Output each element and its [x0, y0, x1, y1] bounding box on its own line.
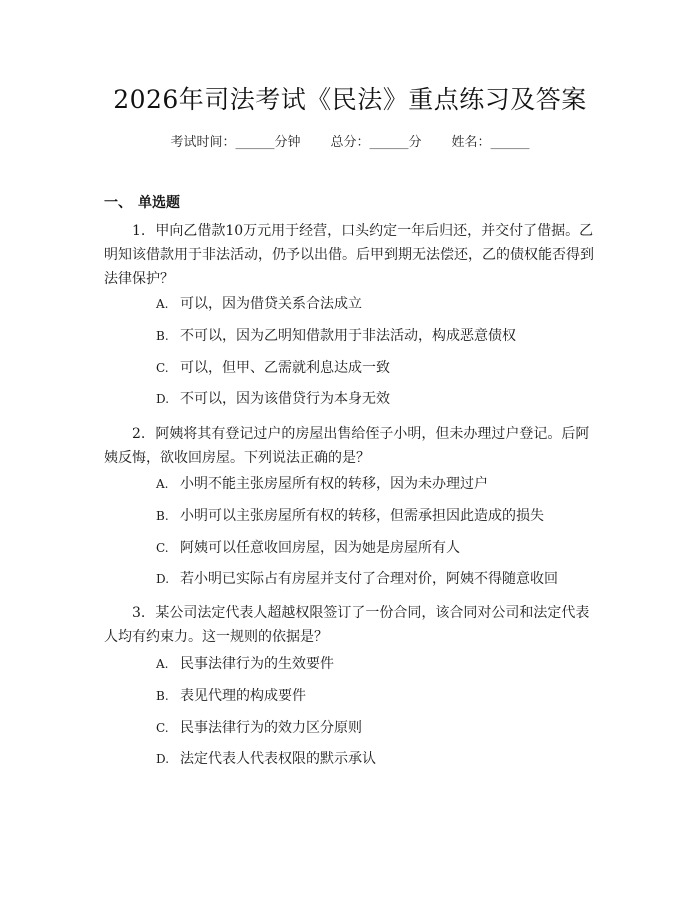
question-text: 阿姨将其有登记过户的房屋出售给侄子小明，但未办理过户登记。后阿姨反悔，欲收回房屋。下列说法正确的是？: [104, 426, 590, 466]
option-text: 民事法律行为的生效要件: [180, 656, 334, 672]
section-heading: [104, 192, 180, 212]
question-2-option-d: [156, 569, 558, 589]
question-text: 某公司法定代表人超越权限签订了一份合同，该合同对公司和法定代表人均有约束力。这一规则的依据是？: [104, 605, 590, 645]
question-2: [104, 422, 600, 470]
option-text: 法定代表人代表权限的默示承认: [180, 751, 376, 767]
option-text: 表见代理的构成要件: [180, 688, 306, 704]
question-3-option-d: [156, 749, 376, 769]
option-letter: D.: [156, 392, 170, 406]
option-letter: C.: [156, 361, 169, 375]
option-text: 阿姨可以任意收回房屋，因为她是房屋所有人: [180, 540, 460, 556]
option-letter: B.: [156, 329, 169, 343]
option-letter: A.: [156, 297, 169, 311]
option-text: 可以，因为借贷关系合法成立: [180, 296, 362, 312]
option-letter: B.: [156, 689, 169, 703]
option-letter: D.: [156, 752, 170, 766]
exam-time-field: 考试时间：______分钟: [170, 135, 301, 150]
question-1-option-c: [156, 358, 390, 378]
option-letter: B.: [156, 509, 169, 523]
option-text: 若小明已实际占有房屋并支付了合理对价，阿姨不得随意收回: [180, 571, 558, 587]
question-text: 甲向乙借款10万元用于经营，口头约定一年后归还，并交付了借据。乙明知该借款用于非法活动，仍予以出借。后甲到期无法偿还，乙的债权能否得到法律保护？: [104, 223, 594, 287]
question-1-option-b: [156, 326, 516, 346]
question-3: [104, 601, 600, 649]
question-1-option-d: [156, 389, 390, 409]
total-score-field: 总分：______分: [330, 135, 422, 150]
question-number: 3.: [132, 605, 146, 621]
option-letter: C.: [156, 541, 169, 555]
question-2-option-a: [156, 474, 488, 494]
option-text: 不可以，因为乙明知借款用于非法活动，构成恶意债权: [180, 328, 516, 344]
option-text: 可以，但甲、乙需就利息达成一致: [180, 360, 390, 376]
question-number: 1.: [132, 223, 146, 239]
question-3-option-a: [156, 654, 334, 674]
option-letter: A.: [156, 657, 169, 671]
option-text: 小明不能主张房屋所有权的转移，因为未办理过户: [180, 476, 488, 492]
question-2-option-b: [156, 506, 544, 526]
exam-meta-line: [0, 131, 700, 150]
option-text: 小明可以主张房屋所有权的转移，但需承担因此造成的损失: [180, 508, 544, 524]
option-text: 不可以，因为该借贷行为本身无效: [180, 391, 390, 407]
question-1: [104, 219, 600, 291]
option-letter: A.: [156, 477, 169, 491]
option-letter: C.: [156, 721, 169, 735]
name-field: 姓名：______: [451, 135, 530, 150]
question-2-option-c: [156, 538, 460, 558]
question-3-option-c: [156, 718, 362, 738]
question-1-option-a: [156, 294, 362, 314]
option-letter: D.: [156, 572, 170, 586]
option-text: 民事法律行为的效力区分原则: [180, 720, 362, 736]
section-number: 一、: [104, 195, 132, 211]
page-title: 2026年司法考试《民法》重点练习及答案: [113, 85, 587, 114]
section-title: 单选题: [138, 195, 180, 211]
question-number: 2.: [132, 426, 146, 442]
question-3-option-b: [156, 686, 306, 706]
